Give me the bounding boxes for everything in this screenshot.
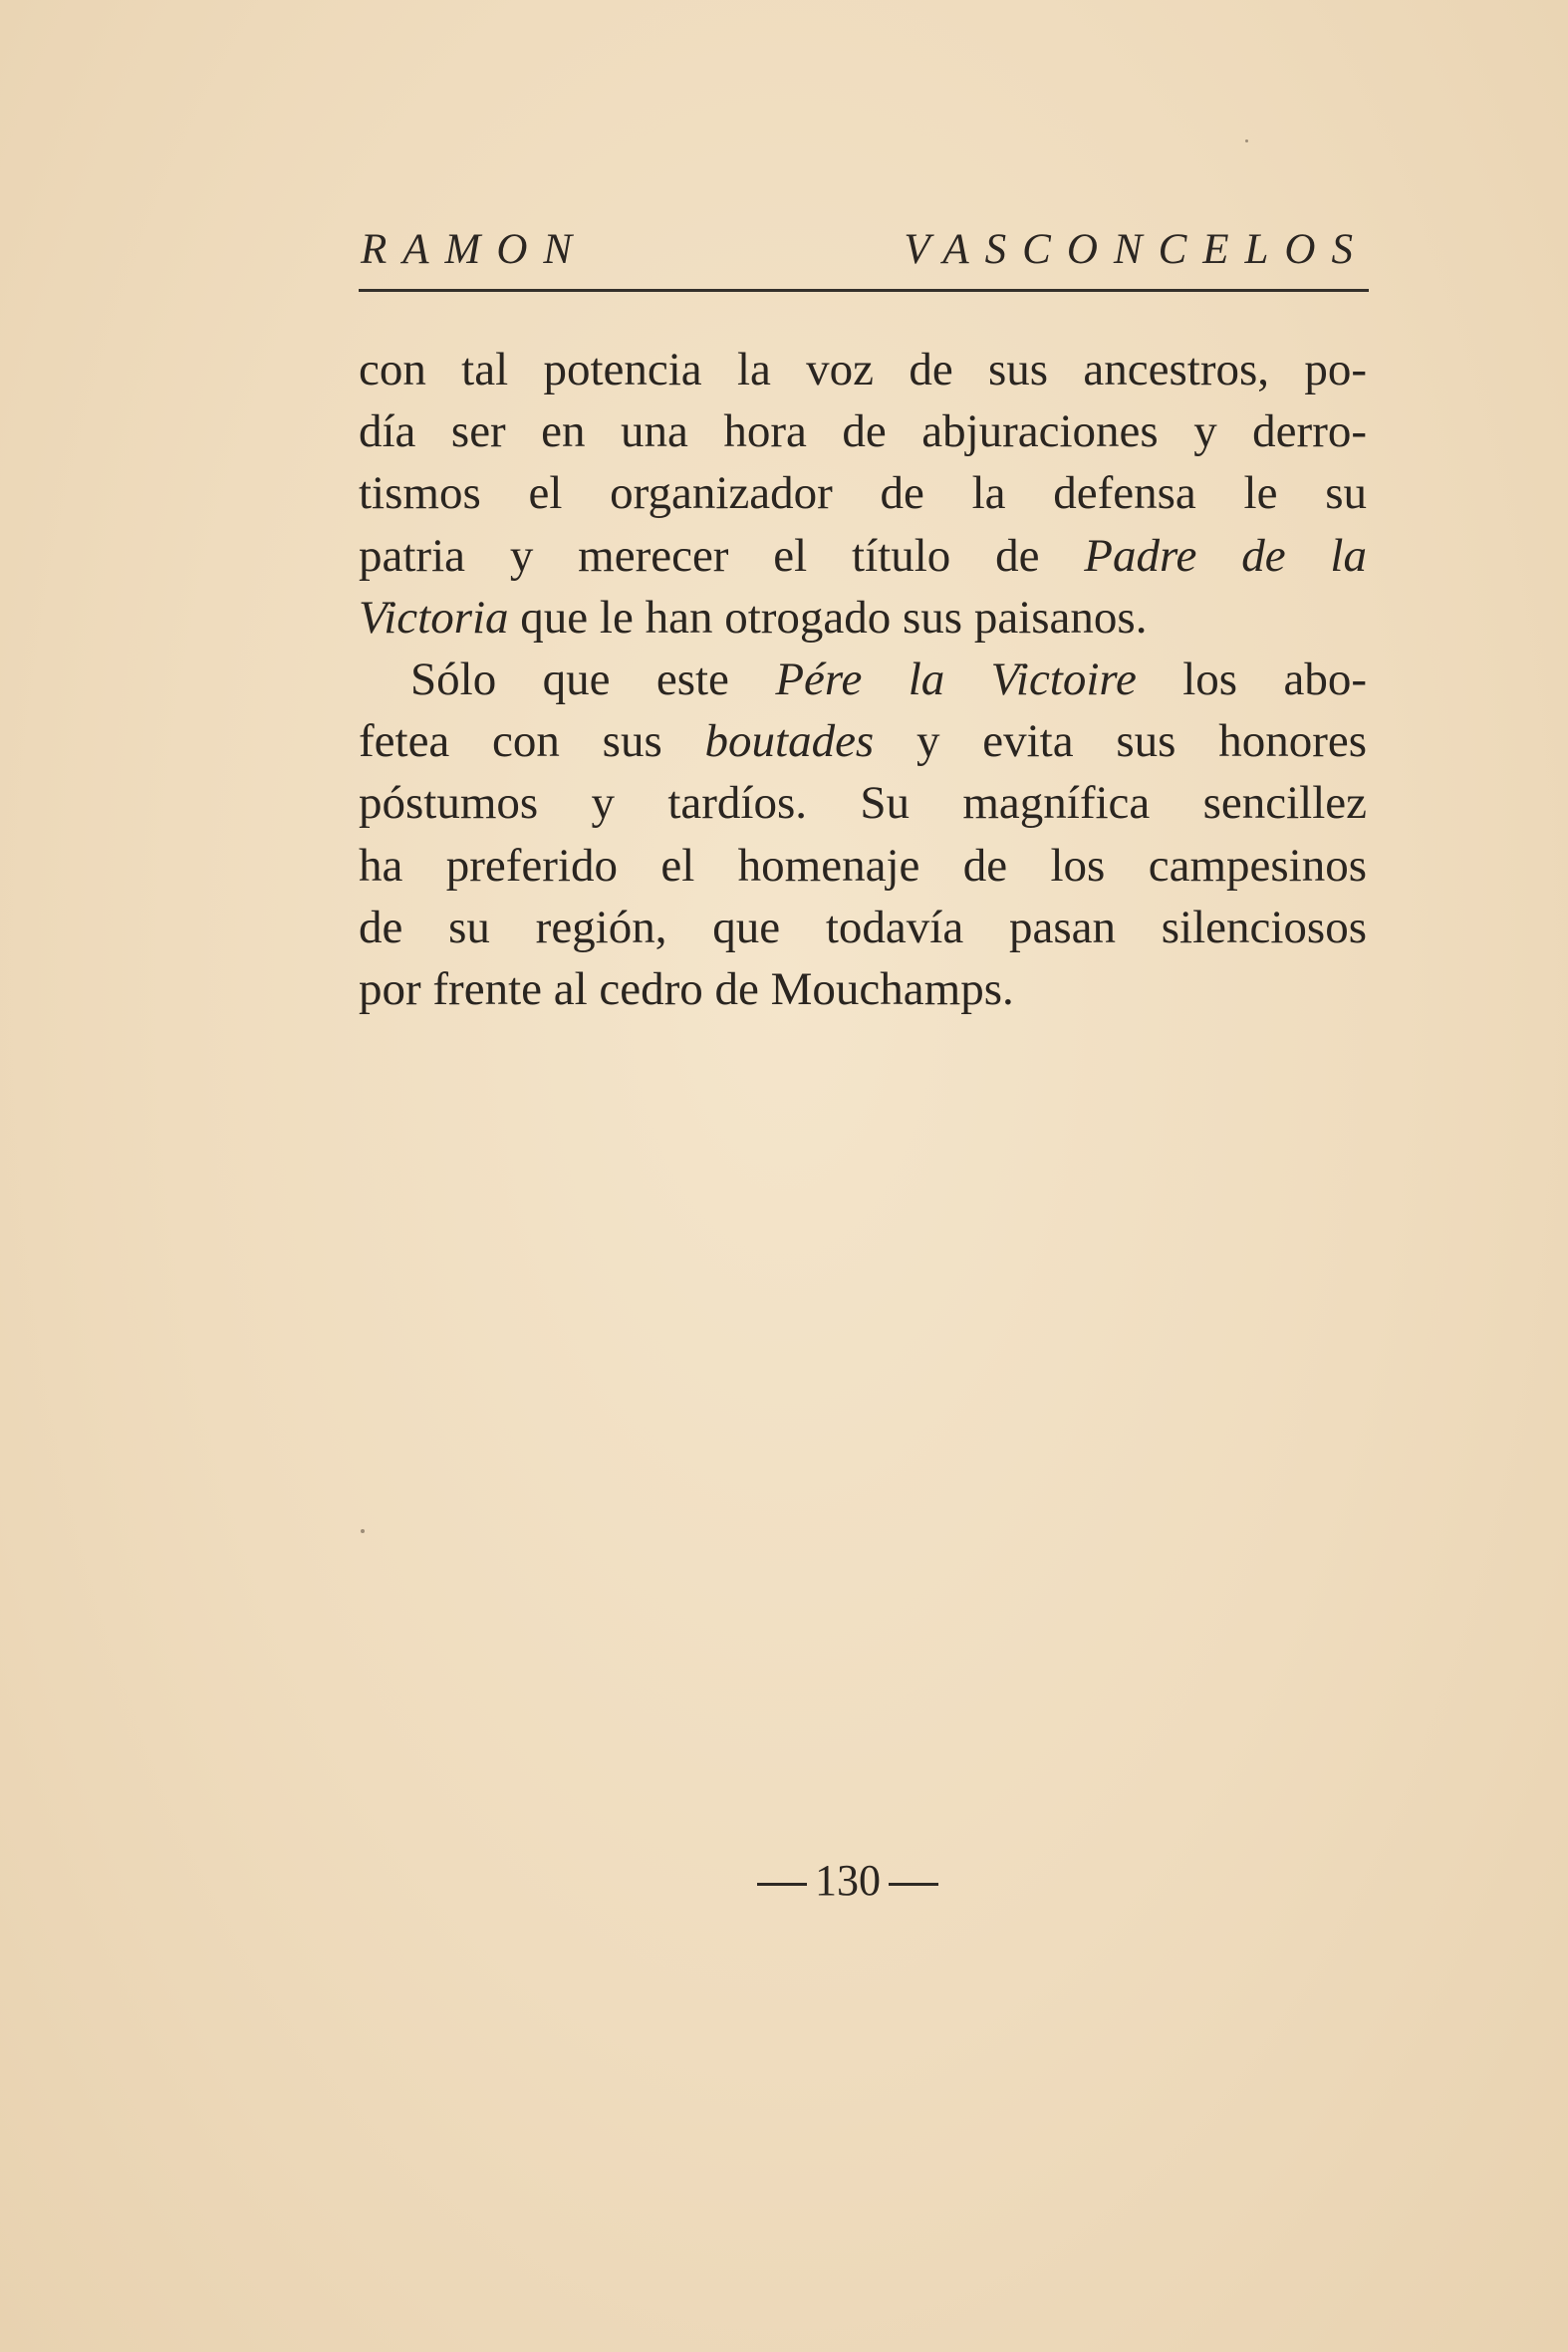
text-run: los abo- xyxy=(1136,653,1367,705)
italic-word-boutades: boutades xyxy=(704,715,875,768)
italic-title-padre-de-la: Padre de la xyxy=(1084,529,1367,582)
paragraph-2 xyxy=(359,649,1367,1020)
text-run: fetea con sus xyxy=(359,715,705,768)
text-run: y evita sus honores xyxy=(874,715,1367,768)
page-number-value: 130 xyxy=(815,1856,881,1905)
italic-title-pere-la-victoire: Pére la Victoire xyxy=(775,653,1137,705)
text-run: Sólo que este xyxy=(410,653,776,705)
text-line xyxy=(359,587,1367,649)
text-line xyxy=(359,525,1367,587)
text-line: con tal potencia la voz de sus ancestros, po- xyxy=(359,344,1367,395)
paragraph-1 xyxy=(359,339,1367,649)
text-line: tismos el organizador de la defensa le su xyxy=(359,467,1367,520)
text-line: día ser en una hora de abjuraciones y derro- xyxy=(359,405,1367,458)
text-line xyxy=(359,710,1367,772)
italic-title-victoria: Victoria xyxy=(359,591,509,644)
body-text xyxy=(359,339,1367,1020)
text-line: ha preferido el homenaje de los campesinos xyxy=(359,839,1367,892)
header-rule xyxy=(359,289,1369,292)
text-line: por frente al cedro de Mouchamps. xyxy=(359,962,1014,1015)
running-head: RAMON VASCONCELOS xyxy=(361,226,1369,273)
text-line: de su región, que todavía pasan silenciosos xyxy=(359,901,1367,953)
dash-right xyxy=(889,1883,938,1886)
dash-left xyxy=(757,1883,807,1886)
text-run: patria y merecer el título de xyxy=(359,529,1085,582)
text-line: póstumos y tardíos. Su magnífica sencillez xyxy=(359,777,1367,830)
text-run: que le han otrogado sus paisanos. xyxy=(508,591,1148,644)
text-line xyxy=(359,649,1367,710)
paper-speck xyxy=(361,1529,365,1533)
page-number xyxy=(757,1855,956,1906)
paper-speck xyxy=(1245,139,1248,142)
